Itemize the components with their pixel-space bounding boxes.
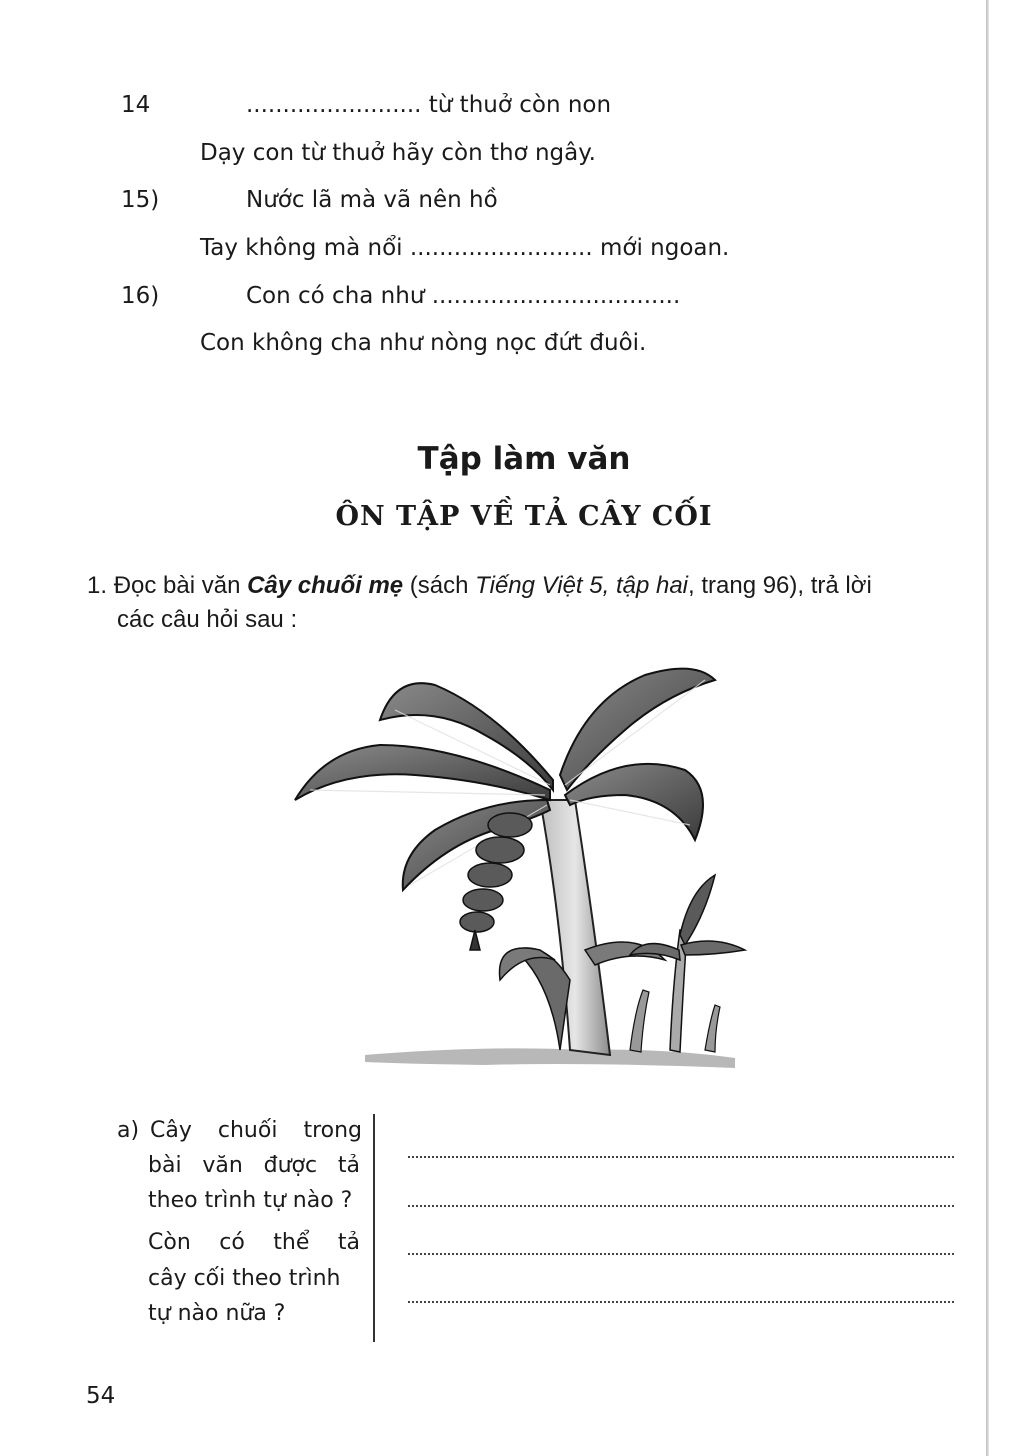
answer-line[interactable] (408, 1205, 954, 1207)
exercise-number: 1. (87, 572, 108, 599)
word: trong (303, 1118, 362, 1143)
column-divider (373, 1114, 375, 1342)
exercise-book-title: Tiếng Việt 5, tập hai (475, 572, 688, 599)
question-line-5: cây cối theo trình (148, 1266, 341, 1291)
word: văn (202, 1153, 243, 1178)
question-line-4 (148, 1230, 360, 1255)
word: thể (273, 1230, 310, 1255)
exercise-text-mid: (sách (403, 572, 476, 599)
word: được (263, 1153, 318, 1178)
word: Còn (148, 1230, 191, 1255)
exercise-1-line-2: các câu hỏi sau : (117, 606, 298, 633)
banana-tree-illustration (285, 650, 755, 1090)
answer-line[interactable] (408, 1253, 954, 1255)
question-line-3: theo trình tự nào ? (148, 1188, 353, 1213)
exercise-text-post: , trang 96), trả lời (688, 572, 872, 599)
word: bài (148, 1153, 182, 1178)
exercise-1-line-1 (87, 572, 872, 600)
exercise-text-pre: Đọc bài văn (113, 572, 248, 599)
question-line-2 (148, 1153, 360, 1178)
page-number: 54 (86, 1383, 116, 1409)
proverb-number: 16) (121, 283, 160, 309)
proverb-line-2: Tay không mà nổi ......................... mới ngoan. (200, 235, 730, 261)
section-subtitle: ÔN TẬP VỀ TẢ CÂY CỐI (335, 501, 713, 532)
word: chuối (217, 1118, 278, 1143)
proverb-line-2: Dạy con từ thuở hãy còn thơ ngây. (200, 140, 596, 166)
word: Cây (150, 1118, 192, 1143)
word: có (219, 1230, 245, 1255)
page-edge (986, 0, 989, 1456)
question-label: a) (117, 1118, 140, 1143)
word: tả (337, 1153, 360, 1178)
question-line-1 (150, 1118, 362, 1143)
question-line-6: tự nào nữa ? (148, 1301, 286, 1326)
answer-line[interactable] (408, 1301, 954, 1303)
proverb-number: 15) (121, 187, 160, 213)
proverb-number: 14 (121, 92, 151, 118)
proverb-line-1: ........................ từ thuở còn non (246, 92, 612, 118)
section-title: Tập làm văn (417, 441, 631, 477)
answer-line[interactable] (408, 1156, 954, 1158)
proverb-line-1: Nước lã mà vã nên hồ (246, 187, 498, 213)
proverb-line-1: Con có cha như .................................. (246, 283, 681, 309)
exercise-bold-title: Cây chuối mẹ (247, 572, 404, 599)
word: tả (337, 1230, 360, 1255)
proverb-line-2: Con không cha như nòng nọc đứt đuôi. (200, 330, 647, 356)
